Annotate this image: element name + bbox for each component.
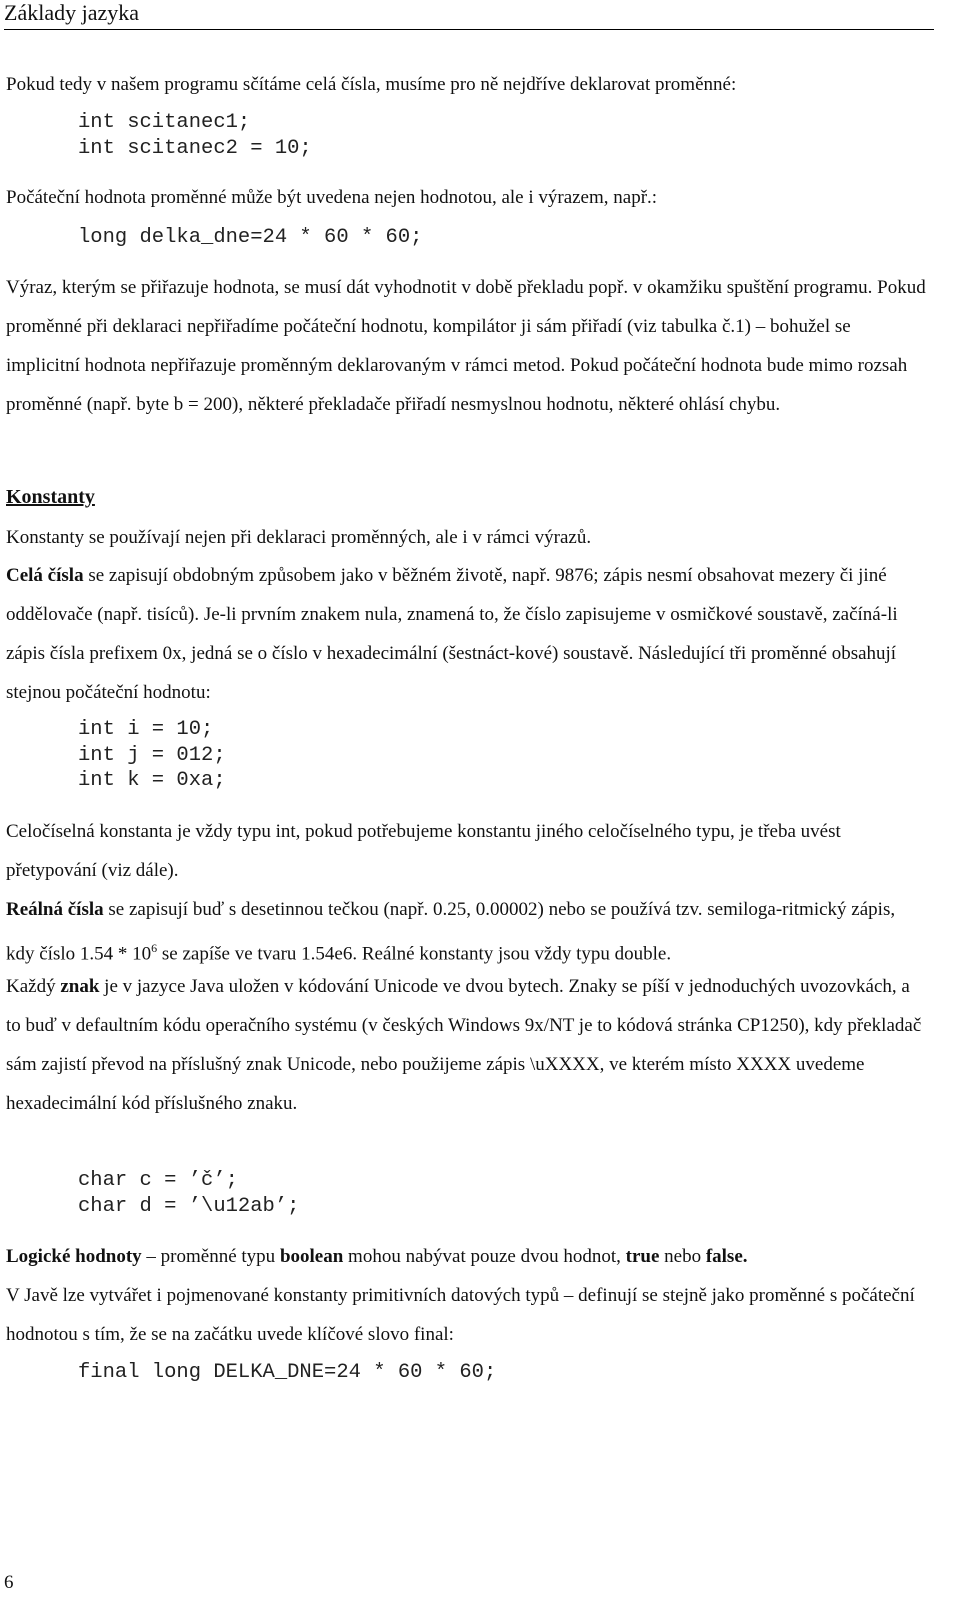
page-number: 6 bbox=[4, 1572, 14, 1593]
term-boolean: boolean bbox=[279, 1246, 344, 1267]
code-line: int scitanec2 = 10; bbox=[78, 136, 312, 160]
paragraph-intro: Pokud tedy v našem programu sčítáme celá čísla, musíme pro ně nejdříve deklarovat proměnné: bbox=[6, 74, 737, 95]
header-rule bbox=[4, 29, 934, 30]
code-line: int scitanec1; bbox=[78, 111, 251, 134]
code-line: long delka_dne=24 * 60 * 60; bbox=[78, 226, 423, 249]
code-block-final bbox=[78, 1360, 496, 1386]
paragraph-real-numbers bbox=[6, 890, 926, 973]
code-line: int j = 012; bbox=[78, 743, 226, 767]
paragraph-evaluation: Výraz, kterým se přiřazuje hodnota, se musí dát vyhodnotit v době překladu popř. v okamžiku spuštění programu. Pokud proměnné při deklaraci nepřiřadíme počáteční hodnotu, kompilátor ji sám přiřadí (viz tabulka č.1) – bohužel se implicitní hodnota nepřiřazuje proměnným deklarovaným v rámci metod. Pokud počáteční hodnota bude mimo rozsah proměnné (např. byte b = 200), některé překladače přiřadí nesmyslnou hodnotu, některé ohlásí chybu. bbox=[6, 277, 926, 415]
code-line: int k = 0xa; bbox=[78, 769, 226, 792]
term-false: false. bbox=[705, 1246, 748, 1267]
heading-konstanty: Konstanty bbox=[6, 486, 95, 508]
code-block-int-literals bbox=[78, 717, 226, 794]
paragraph-text: nebo bbox=[659, 1246, 706, 1267]
code-block-declarations bbox=[78, 110, 312, 161]
paragraph-characters bbox=[6, 967, 926, 1123]
paragraph-konstanty-usage: Konstanty se používají nejen při deklaraci proměnných, ale i v rámci výrazů. bbox=[6, 527, 592, 548]
code-block-expression bbox=[78, 225, 422, 251]
page-header-title: Základy jazyka bbox=[4, 0, 139, 25]
paragraph-text: Každý bbox=[6, 976, 61, 997]
paragraph-text: se zapisují buď s desetinnou tečkou (např. 0.25, 0.00002) nebo se používá tzv. semiloga-ritmický zápis, kdy číslo 1.54 * 10 bbox=[6, 899, 896, 965]
term-logicke-hodnoty: Logické hodnoty bbox=[6, 1246, 142, 1267]
paragraph-text: je v jazyce Java uložen v kódování Unicode ve dvou bytech. Znaky se píší v jednoduchých uvozovkách, a to buď v defaultním kódu operačního systému (v českých Windows 9x/NT je to kódová stránka CP1250), kdy překladač sám zajistí převod na příslušný znak Unicode, nebo použijeme zápis \uXXXX, ve kterém místo XXXX uvedeme hexadecimální kód příslušného znaku. bbox=[6, 976, 922, 1114]
term-cela-cisla: Celá čísla bbox=[6, 565, 84, 586]
term-znak: znak bbox=[60, 976, 100, 997]
paragraph-text: se zapíše ve tvaru 1.54e6. Reálné konstanty jsou vždy typu double. bbox=[157, 943, 672, 965]
paragraph-int-constant: Celočíselná konstanta je vždy typu int, pokud potřebujeme konstantu jiného celočíselného typu, je třeba uvést přetypování (viz dále). bbox=[6, 821, 841, 881]
code-block-char-literals bbox=[78, 1168, 299, 1219]
code-line: int i = 10; bbox=[78, 718, 214, 741]
code-line: char d = ’\u12ab’; bbox=[78, 1194, 300, 1218]
exponent: 6 bbox=[151, 941, 158, 955]
paragraph-initial-value: Počáteční hodnota proměnné může být uvedena nejen hodnotou, ale i výrazem, např.: bbox=[6, 187, 658, 208]
paragraph-final: V Javě lze vytvářet i pojmenované konstanty primitivních datových typů – definují se stejně jako proměnné s počáteční hodnotou s tím, že se na začátku uvede klíčové slovo final: bbox=[6, 1285, 915, 1345]
term-realna-cisla: Reálná čísla bbox=[6, 899, 104, 920]
paragraph-boolean bbox=[6, 1237, 926, 1276]
code-line: final long DELKA_DNE=24 * 60 * 60; bbox=[78, 1361, 497, 1384]
paragraph-text: se zapisují obdobným způsobem jako v běžném životě, např. 9876; zápis nesmí obsahovat mezery či jiné oddělovače (např. tisíců). Je-li prvním znakem nula, znamená to, že číslo zapisujeme v osmičkové soustavě, začíná-li zápis čísla prefixem 0x, jedná se o číslo v hexadecimální (šestnáct-kové) soustavě. Následující tři proměnné obsahují stejnou počáteční hodnotu: bbox=[6, 565, 898, 703]
term-true: true bbox=[625, 1246, 660, 1267]
paragraph-integers bbox=[6, 556, 926, 712]
paragraph-text: mohou nabývat pouze dvou hodnot, bbox=[343, 1246, 626, 1267]
code-line: char c = ’č’; bbox=[78, 1169, 238, 1192]
paragraph-text: – proměnné typu bbox=[141, 1246, 280, 1267]
